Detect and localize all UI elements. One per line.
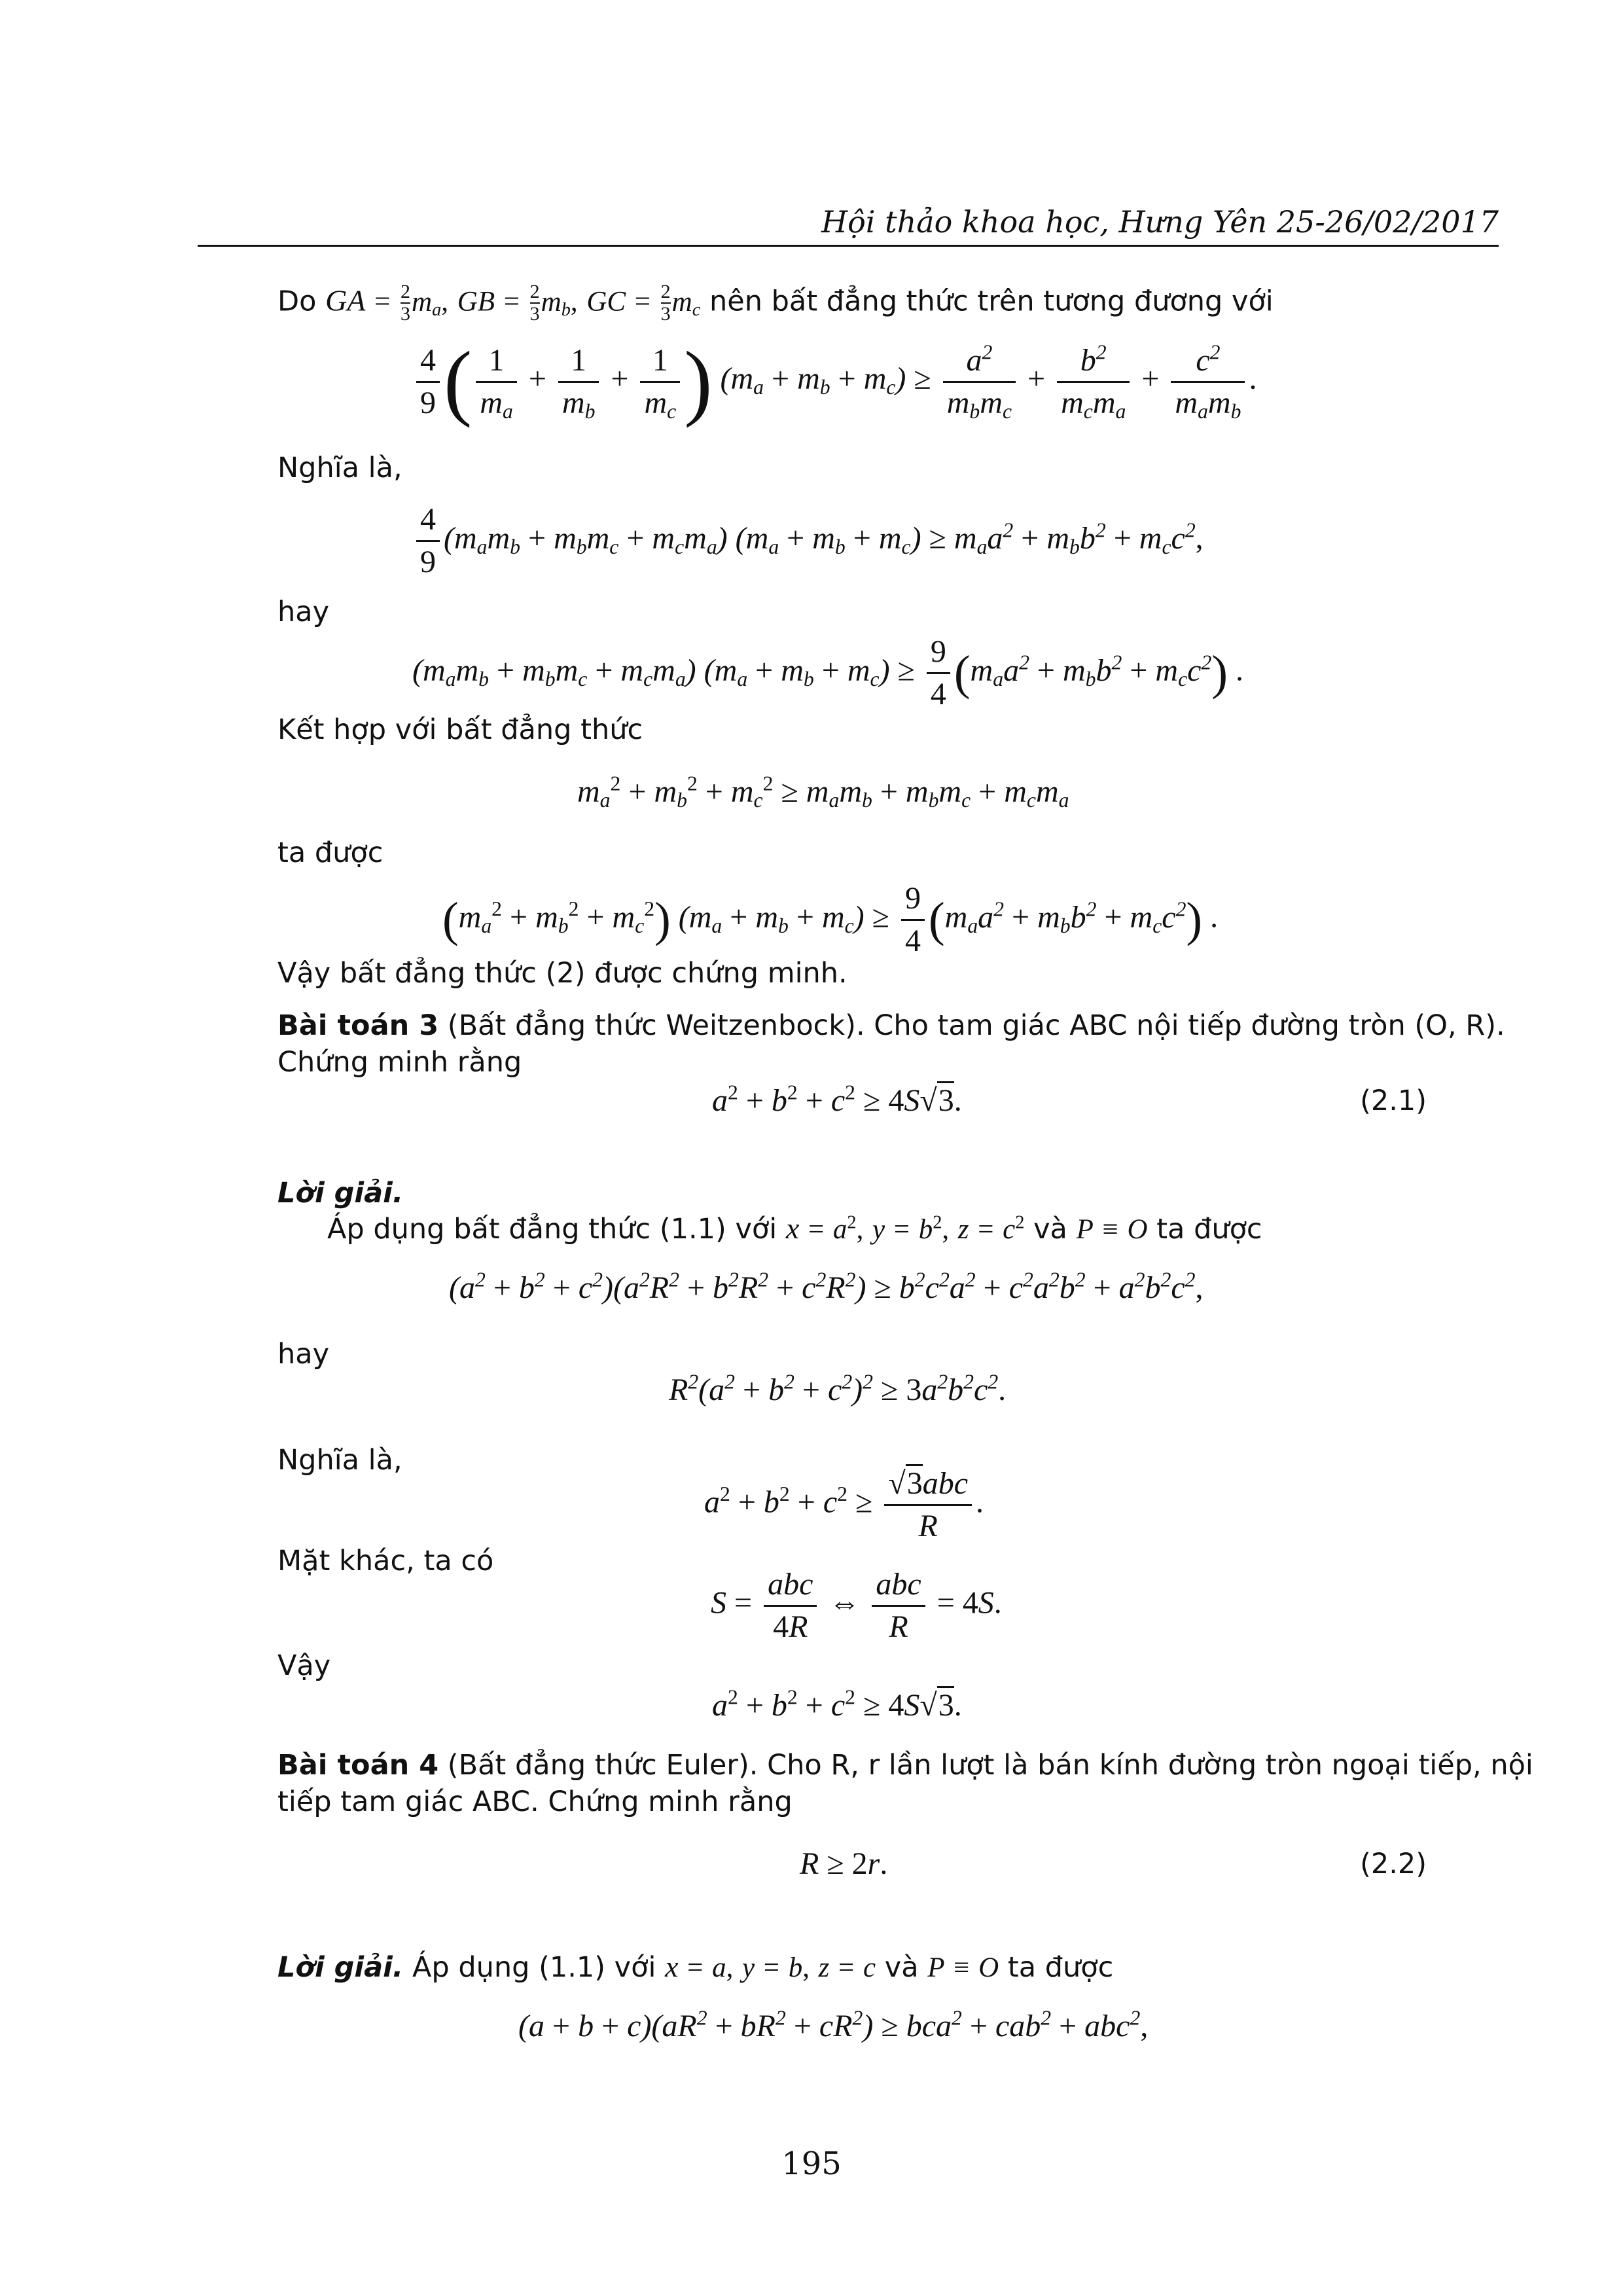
running-header: Hội thảo khoa học, Hưng Yên 25-26/02/2017 — [821, 204, 1499, 240]
problem-3-subtitle: (Bất đẳng thức Weitzenbock). — [447, 1009, 865, 1042]
solution-2-line: Lời giải. Áp dụng (1.1) với x = a, y = b, z = c và P ≡ O ta được — [277, 1950, 1114, 1984]
equation-8: $a^2 + b^2 + c^2$ ≥ $\frac{\text{√3abc}}{R}$ . — [704, 1463, 984, 1547]
problem-4-title: Bài toán 4 — [277, 1749, 439, 1782]
problem-4-subtitle: (Bất đẳng thức Euler). — [447, 1749, 758, 1782]
ap-dung-2b: ta được — [1007, 1951, 1114, 1984]
problem-4-body: Cho R, r lần lượt là bán kính đường tròn ngoại tiếp, nội — [767, 1749, 1533, 1782]
problem-3-title: Bài toán 3 — [277, 1009, 439, 1042]
equation-tag-2-1: (2.1) — [1360, 1085, 1427, 1117]
equation-10: $a^2 + b^2 + c^2 \ge 4S√3$. — [712, 1685, 962, 1723]
equation-4: $m_a^2 + m_b^2 + m_c^2 \ge m_am_b + m_bm_c + m_cm_a$ — [577, 772, 1069, 812]
vay: Vậy — [277, 1649, 331, 1682]
ap-dung-1: Áp dụng bất đẳng thức (1.1) với — [327, 1213, 777, 1246]
equation-1: $\frac{4}{9}$ ( $\frac{1}{m_a}$ + $\frac{1}{m_b}$ + $\frac{1}{m_c}$ ) $(m_a + m_b + m_c)$ ≥ $\frac{a^2}{m_bm_c}$ + $\frac{b^2}{m_cm_a}$ + $\frac{c^2}{m_am_b}$ . — [412, 339, 1257, 424]
do-prefix: Do — [277, 285, 317, 318]
header-rule — [198, 245, 1499, 247]
hay-1: hay — [277, 596, 330, 628]
equation-2: $\frac{4}{9}$ $(m_am_b + m_bm_c + m_cm_a) (m_a + m_b + m_c) \ge m_aa^2 + m_bb^2 + m_cc^2$, — [412, 499, 1204, 583]
ap-dung-1b: ta được — [1156, 1213, 1262, 1246]
equation-7: $R^2(a^2 + b^2 + c^2)^2 \ge 3a^2b^2c^2$. — [669, 1370, 1007, 1407]
equation-6: $(a^2 + b^2 + c^2)(a^2R^2 + b^2R^2 + c^2R^2) \ge b^2c^2a^2 + c^2a^2b^2 + a^2b^2c^2$, — [449, 1268, 1204, 1305]
equation-3: $(m_am_b + m_bm_c + m_cm_a) (m_a + m_b + m_c)$ ≥ $\frac{9}{4}$ $(m_aa^2 + m_bb^2 + m_cc^2)$ . — [412, 632, 1243, 715]
ap-dung-2: Áp dụng (1.1) với — [412, 1951, 656, 1984]
hay-2: hay — [277, 1338, 330, 1371]
equation-5: $(m_a^2 + m_b^2 + m_c^2) (m_a + m_b + m_c)$ ≥ $\frac{9}{4}$ $(m_aa^2 + m_bb^2 + m_cc^2)$ . — [442, 878, 1218, 961]
page-number: 195 — [781, 2145, 842, 2182]
ta-duoc-1: ta được — [277, 836, 383, 869]
do-suffix: nên bất đẳng thức trên tương đương với — [709, 285, 1274, 318]
equation-tag-2-2: (2.2) — [1360, 1848, 1427, 1880]
problem-3-body: Cho tam giác ABC nội tiếp đường tròn (O, R). — [874, 1009, 1505, 1042]
equation-9: S = $\frac{\text{abc}}{4R}$ ⇔ $\frac{\text{abc}}{R}$ = 4S. — [711, 1564, 1002, 1647]
intro-line: Do GA = $\frac{2}{3}$ $m_a$, GB = $\frac{2}{3}$ $m_b$, GC = $\frac{2}{3}$ $m_c$ nên bất đẳng thức trên tương đương với — [277, 281, 1274, 325]
solution-1-heading — [277, 1174, 403, 1212]
problem-3-body-2: Chứng minh rằng — [277, 1046, 522, 1079]
ket-hop: Kết hợp với bất đẳng thức — [277, 713, 643, 746]
vay-bdt: Vậy bất đẳng thức (2) được chứng minh. — [277, 957, 847, 990]
nghia-la-1: Nghĩa là, — [277, 452, 402, 484]
solution-label: Lời giải. — [277, 1177, 404, 1210]
solution-2-label: Lời giải. — [277, 1951, 404, 1984]
problem-4-line-1 — [277, 1746, 1533, 1784]
nghia-la-2: Nghĩa là, — [277, 1444, 402, 1477]
equation-2-2: R ≥ 2r. — [800, 1846, 888, 1881]
solution-1-line: Áp dụng bất đẳng thức (1.1) với $x = a^2$, $y = b^2$, $z = c^2$ và P ≡ O ta được — [327, 1211, 1262, 1246]
problem-3-line-1 — [277, 1007, 1505, 1045]
mat-khac: Mặt khác, ta có — [277, 1545, 494, 1577]
equation-2-1: $a^2 + b^2 + c^2 \ge 4S√3$. — [712, 1081, 962, 1118]
equation-11: $(a + b + c)(aR^2 + bR^2 + cR^2) \ge bca^2 + cab^2 + abc^2$, — [518, 2006, 1149, 2043]
problem-4-body-2: tiếp tam giác ABC. Chứng minh rằng — [277, 1785, 793, 1818]
